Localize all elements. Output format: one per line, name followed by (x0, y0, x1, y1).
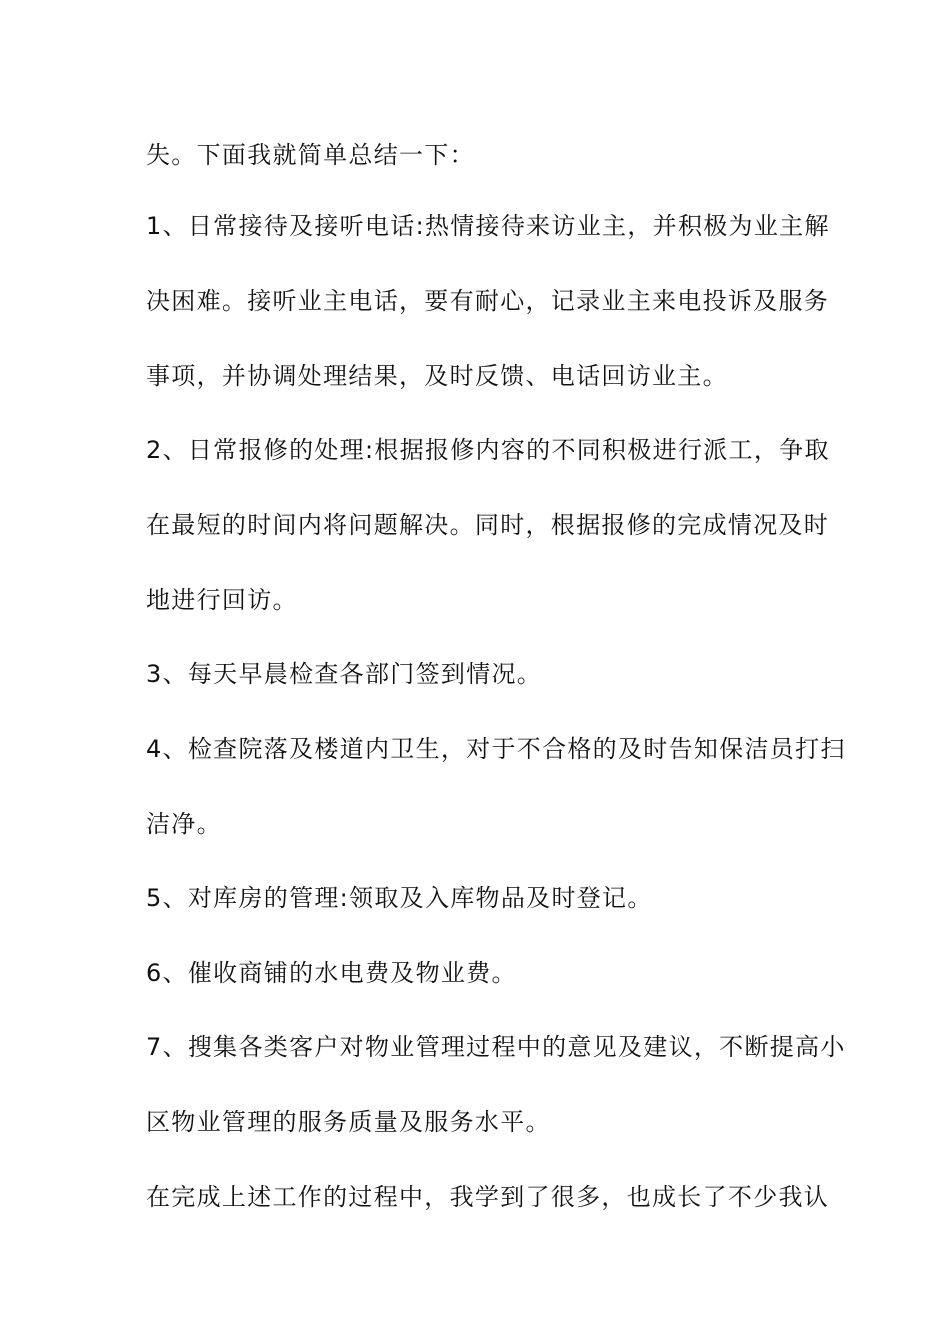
text-line: 3、每天早晨检查各部门签到情况。 (146, 660, 543, 688)
text-line: 4、检查院落及楼道内卫生，对于不合格的及时告知保洁员打扫 (146, 735, 846, 763)
text-line: 7、搜集各类客户对物业管理过程中的意见及建议，不断提高小 (146, 1033, 846, 1061)
text-line: 在完成上述工作的过程中，我学到了很多，也成长了不少我认 (146, 1183, 830, 1211)
text-line: 地进行回访。 (146, 586, 298, 614)
text-line: 5、对库房的管理:领取及入库物品及时登记。 (146, 884, 653, 912)
text-line: 失。下面我就简单总结一下： (146, 141, 475, 169)
text-line: 2、日常报修的处理:根据报修内容的不同积极进行派工，争取 (146, 436, 830, 464)
text-line: 决困难。接听业主电话，要有耐心，记录业主来电投诉及服务 (146, 287, 830, 315)
text-line: 洁净。 (146, 810, 222, 838)
text-line: 区物业管理的服务质量及服务水平。 (146, 1108, 551, 1136)
text-line: 6、催收商铺的水电费及物业费。 (146, 959, 517, 987)
text-line: 1、日常接待及接听电话:热情接待来访业主，并积极为业主解 (146, 212, 830, 240)
text-line: 在最短的时间内将问题解决。同时，根据报修的完成情况及时 (146, 511, 830, 539)
text-line: 事项，并协调处理结果，及时反馈、电话回访业主。 (146, 362, 728, 390)
